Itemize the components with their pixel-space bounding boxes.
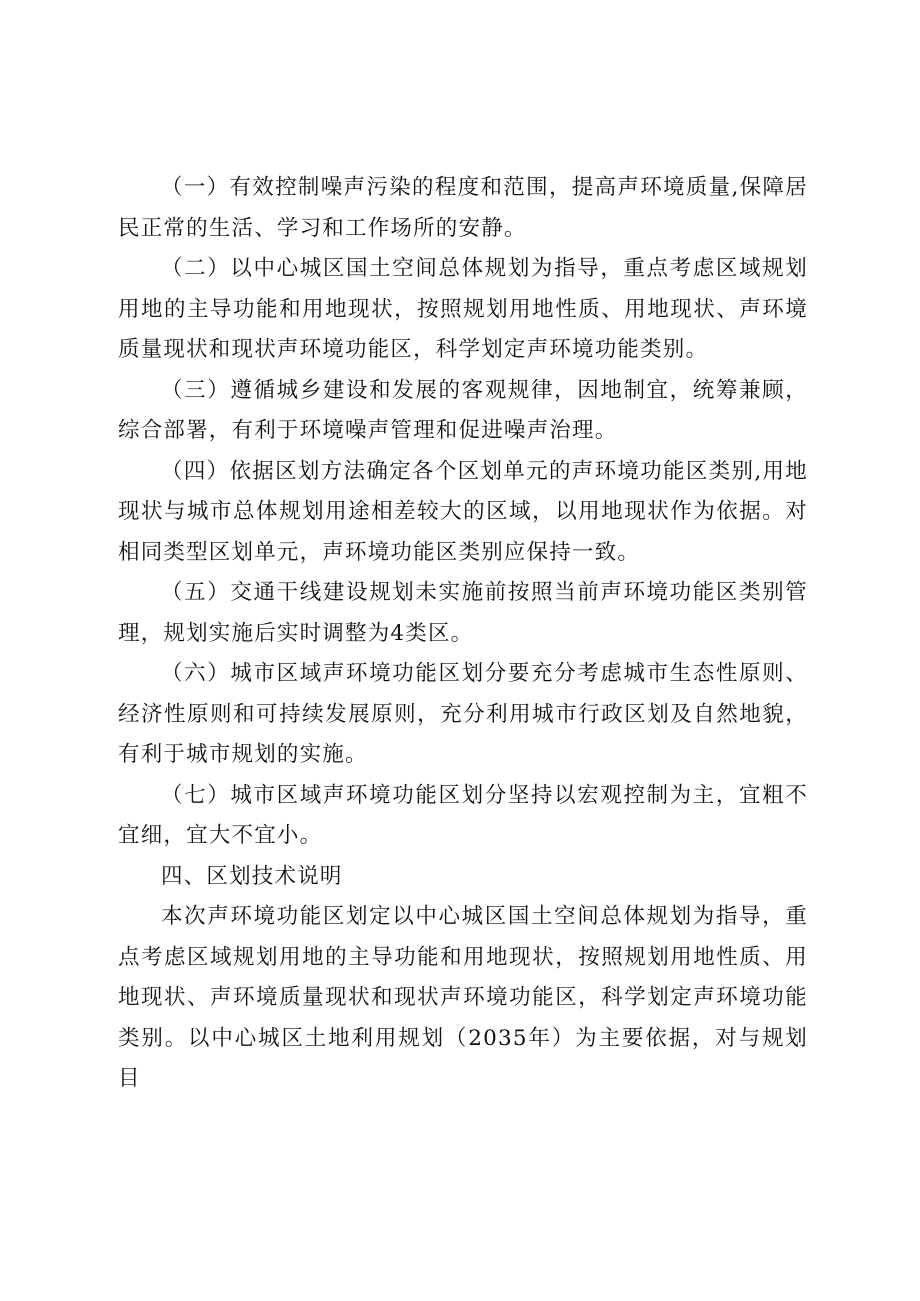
paragraph-principle-5: （五）交通干线建设规划未实施前按照当前声环境功能区类别管理，规划实施后实时调整为4类区。 (118, 580, 808, 646)
section-heading: 四、区划技术说明 (161, 863, 343, 889)
paragraph-principle-3: （三）遵循城乡建设和发展的客观规律，因地制宜，统筹兼顾，综合部署，有利于环境噪声管理和促进噪声治理。 (118, 377, 808, 443)
paragraph-principle-2: （二）以中心城区国土空间总体规划为指导，重点考虑区域规划用地的主导功能和用地现状，按照规划用地性质、用地现状、声环境质量现状和现状声环境功能区，科学划定声环境功能类别。 (118, 256, 808, 362)
section-paragraph: 本次声环境功能区划定以中心城区国土空间总体规划为指导，重点考虑区域规划用地的主导功能和用地现状，按照规划用地性质、用地现状、声环境质量现状和现状声环境功能区，科学划定声环境功能类别。以中心城区土地利用规划（2035年）为主要依据，对与规划目 (118, 904, 808, 1091)
paragraph-principle-6: （六）城市区域声环境功能区划分要充分考虑城市生态性原则、经济性原则和可持续发展原则，充分利用城市行政区划及自然地貌，有利于城市规划的实施。 (118, 661, 808, 767)
paragraph-principle-7: （七）城市区域声环境功能区划分坚持以宏观控制为主，宜粗不宜细，宜大不宜小。 (118, 782, 808, 848)
document-body (118, 168, 808, 1100)
paragraph-principle-1: （一）有效控制噪声污染的程度和范围，提高声环境质量,保障居民正常的生活、学习和工作场所的安静。 (118, 175, 808, 241)
paragraph-principle-4: （四）依据区划方法确定各个区划单元的声环境功能区类别,用地现状与城市总体规划用途相差较大的区域，以用地现状作为依据。对相同类型区划单元，声环境功能区类别应保持一致。 (118, 458, 808, 565)
